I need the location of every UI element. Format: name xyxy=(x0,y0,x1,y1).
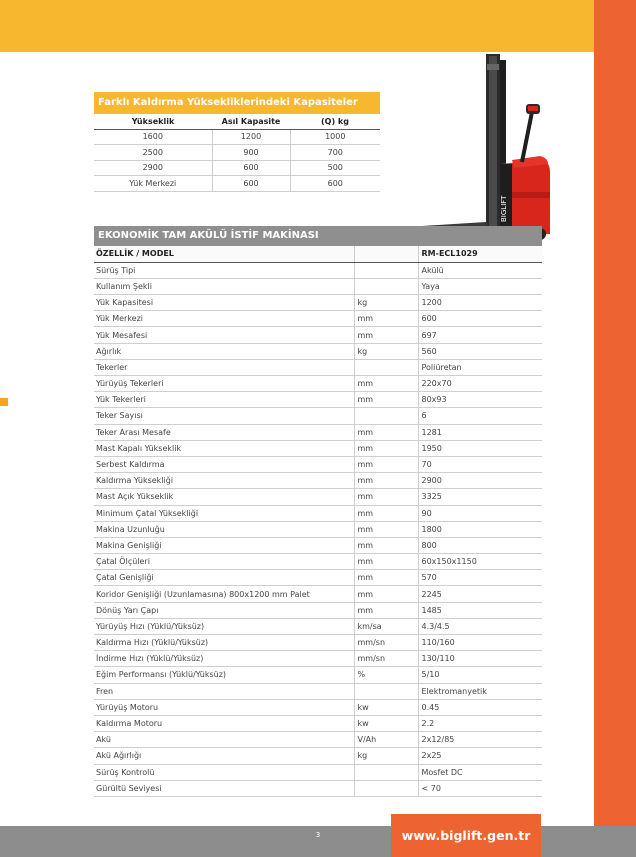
spec-unit-cell: mm xyxy=(354,570,418,586)
capacity-cell: 1600 xyxy=(94,129,212,145)
capacity-cell: 2900 xyxy=(94,160,212,176)
spec-unit-cell: kw xyxy=(354,715,418,731)
capacity-cell: 1200 xyxy=(212,129,290,145)
spec-row xyxy=(94,732,542,748)
spec-row xyxy=(94,262,542,278)
spec-feature-cell: Çatal Genişliği xyxy=(94,570,354,586)
spec-feature-cell: Kaldırma Hızı (Yüklü/Yüksüz) xyxy=(94,635,354,651)
spec-feature-cell: Akü xyxy=(94,732,354,748)
spec-feature-cell: Yük Mesafesi xyxy=(94,327,354,343)
spec-row xyxy=(94,505,542,521)
spec-value-cell: 1800 xyxy=(418,521,542,537)
spec-value-cell: 5/10 xyxy=(418,667,542,683)
spec-value-cell: 130/110 xyxy=(418,651,542,667)
spec-unit-cell: kg xyxy=(354,295,418,311)
spec-row xyxy=(94,602,542,618)
spec-value-cell: 4.3/4.5 xyxy=(418,618,542,634)
spec-unit-cell: mm xyxy=(354,376,418,392)
spec-row xyxy=(94,780,542,796)
spec-row xyxy=(94,586,542,602)
spec-row xyxy=(94,715,542,731)
spec-value-cell: 1485 xyxy=(418,602,542,618)
spec-row xyxy=(94,327,542,343)
spec-feature-cell: Çatal Ölçüleri xyxy=(94,554,354,570)
spec-row xyxy=(94,376,542,392)
spec-feature-cell: Minimum Çatal Yüksekliği xyxy=(94,505,354,521)
machine-logo: BIGLIFT xyxy=(500,195,508,222)
spec-value-cell: < 70 xyxy=(418,780,542,796)
spec-unit-cell xyxy=(354,764,418,780)
spec-unit-cell: mm xyxy=(354,602,418,618)
spec-unit-cell: mm xyxy=(354,473,418,489)
capacity-cell: 2500 xyxy=(94,145,212,161)
capacity-header-row xyxy=(94,114,380,129)
spec-unit-cell xyxy=(354,683,418,699)
spec-row xyxy=(94,424,542,440)
spec-feature-cell: Akü Ağırlığı xyxy=(94,748,354,764)
spec-value-cell: 600 xyxy=(418,311,542,327)
capacity-row xyxy=(94,145,380,161)
spec-feature-cell: Mast Kapalı Yükseklik xyxy=(94,440,354,456)
spec-row xyxy=(94,359,542,375)
spec-value-cell: 697 xyxy=(418,327,542,343)
capacity-section xyxy=(94,92,380,192)
spec-value-cell: 2.2 xyxy=(418,715,542,731)
spec-value-cell: 110/160 xyxy=(418,635,542,651)
spec-value-cell: 3325 xyxy=(418,489,542,505)
spec-value-cell: 90 xyxy=(418,505,542,521)
spec-row xyxy=(94,683,542,699)
spec-value-cell: 2900 xyxy=(418,473,542,489)
spec-feature-cell: Koridor Genişliği (Uzunlamasına) 800x1200 mm Palet xyxy=(94,586,354,602)
spec-unit-cell: mm xyxy=(354,586,418,602)
spec-row xyxy=(94,618,542,634)
capacity-cell: 600 xyxy=(212,160,290,176)
spec-feature-cell: Tekerler xyxy=(94,359,354,375)
spec-value-cell: 80x93 xyxy=(418,392,542,408)
spec-feature-cell: Teker Arası Mesafe xyxy=(94,424,354,440)
spec-feature-cell: Gürültü Seviyesi xyxy=(94,780,354,796)
spec-unit-cell: mm xyxy=(354,505,418,521)
spec-row xyxy=(94,278,542,294)
spec-unit-cell: mm xyxy=(354,537,418,553)
spec-unit-cell: % xyxy=(354,667,418,683)
spec-header-row xyxy=(94,246,542,262)
spec-feature-cell: Makina Uzunluğu xyxy=(94,521,354,537)
spec-row xyxy=(94,651,542,667)
spec-row xyxy=(94,408,542,424)
spec-feature-cell: Dönüş Yarı Çapı xyxy=(94,602,354,618)
capacity-title: Farklı Kaldırma Yüksekliklerindeki Kapasiteler xyxy=(94,92,380,114)
capacity-cell: 600 xyxy=(212,176,290,192)
spec-unit-cell: mm xyxy=(354,311,418,327)
stacker-machine-image xyxy=(382,52,592,242)
spec-row xyxy=(94,521,542,537)
spec-value-cell: 6 xyxy=(418,408,542,424)
spec-table xyxy=(94,246,542,797)
capacity-cell: 500 xyxy=(290,160,380,176)
spec-row xyxy=(94,537,542,553)
spec-unit-cell: mm xyxy=(354,489,418,505)
spec-unit-cell: V/Ah xyxy=(354,732,418,748)
spec-value-cell: 560 xyxy=(418,343,542,359)
spec-value-cell: 800 xyxy=(418,537,542,553)
spec-feature-cell: Yürüyüş Motoru xyxy=(94,699,354,715)
spec-row xyxy=(94,699,542,715)
right-color-band xyxy=(594,0,636,857)
spec-unit-cell xyxy=(354,359,418,375)
page-number: 3 xyxy=(315,831,321,839)
spec-value-cell: 2x25 xyxy=(418,748,542,764)
spec-unit-cell: mm xyxy=(354,554,418,570)
spec-row xyxy=(94,311,542,327)
capacity-cell: 900 xyxy=(212,145,290,161)
spec-row xyxy=(94,473,542,489)
spec-row xyxy=(94,635,542,651)
capacity-cell: 1000 xyxy=(290,129,380,145)
spec-unit-cell: mm xyxy=(354,440,418,456)
spec-value-cell: 2x12/85 xyxy=(418,732,542,748)
spec-feature-cell: Serbest Kaldırma xyxy=(94,456,354,472)
spec-feature-cell: Ağırlık xyxy=(94,343,354,359)
spec-unit-cell xyxy=(354,780,418,796)
spec-value-cell: Yaya xyxy=(418,278,542,294)
spec-value-cell: 70 xyxy=(418,456,542,472)
spec-row xyxy=(94,748,542,764)
spec-feature-cell: Mast Açık Yükseklik xyxy=(94,489,354,505)
top-color-band xyxy=(0,0,594,52)
spec-header-unit xyxy=(354,246,418,262)
spec-unit-cell: mm xyxy=(354,392,418,408)
capacity-row xyxy=(94,129,380,145)
spec-row xyxy=(94,343,542,359)
spec-feature-cell: İndirme Hızı (Yüklü/Yüksüz) xyxy=(94,651,354,667)
spec-unit-cell: mm xyxy=(354,327,418,343)
spec-unit-cell: kw xyxy=(354,699,418,715)
spec-feature-cell: Eğim Performansı (Yüklü/Yüksüz) xyxy=(94,667,354,683)
spec-row xyxy=(94,554,542,570)
spec-feature-cell: Kullanım Şekli xyxy=(94,278,354,294)
spec-value-cell: Akülü xyxy=(418,262,542,278)
spec-row xyxy=(94,440,542,456)
capacity-header-q: (Q) kg xyxy=(290,114,380,129)
spec-section xyxy=(94,226,542,797)
spec-unit-cell: mm xyxy=(354,456,418,472)
capacity-table xyxy=(94,114,380,192)
spec-unit-cell: mm/sn xyxy=(354,635,418,651)
spec-row xyxy=(94,489,542,505)
spec-value-cell: 220x70 xyxy=(418,376,542,392)
spec-feature-cell: Yürüyüş Hızı (Yüklü/Yüksüz) xyxy=(94,618,354,634)
spec-value-cell: Elektromanyetik xyxy=(418,683,542,699)
spec-title: EKONOMİK TAM AKÜLÜ İSTİF MAKİNASI xyxy=(94,226,542,246)
spec-unit-cell: mm xyxy=(354,424,418,440)
spec-value-cell: 1281 xyxy=(418,424,542,440)
spec-feature-cell: Makina Genişliği xyxy=(94,537,354,553)
spec-row xyxy=(94,764,542,780)
spec-feature-cell: Kaldırma Yüksekliği xyxy=(94,473,354,489)
spec-unit-cell xyxy=(354,262,418,278)
spec-row xyxy=(94,456,542,472)
spec-feature-cell: Yürüyüş Tekerleri xyxy=(94,376,354,392)
spec-value-cell: Mosfet DC xyxy=(418,764,542,780)
spec-feature-cell: Yük Tekerleri xyxy=(94,392,354,408)
spec-feature-cell: Yük Merkezi xyxy=(94,311,354,327)
spec-value-cell: 570 xyxy=(418,570,542,586)
spec-unit-cell: kg xyxy=(354,748,418,764)
spec-feature-cell: Yük Kapasitesi xyxy=(94,295,354,311)
spec-unit-cell xyxy=(354,278,418,294)
spec-feature-cell: Kaldırma Motoru xyxy=(94,715,354,731)
spec-row xyxy=(94,392,542,408)
side-marker xyxy=(0,398,8,406)
spec-value-cell: 60x150x1150 xyxy=(418,554,542,570)
capacity-header-height: Yükseklik xyxy=(94,114,212,129)
spec-value-cell: Poliüretan xyxy=(418,359,542,375)
spec-unit-cell: kg xyxy=(354,343,418,359)
spec-unit-cell: km/sa xyxy=(354,618,418,634)
spec-feature-cell: Sürüş Kontrolü xyxy=(94,764,354,780)
spec-unit-cell xyxy=(354,408,418,424)
spec-header-model: RM-ECL1029 xyxy=(418,246,542,262)
spec-feature-cell: Fren xyxy=(94,683,354,699)
capacity-cell: Yük Merkezi xyxy=(94,176,212,192)
spec-feature-cell: Sürüş Tipi xyxy=(94,262,354,278)
spec-header-feature: ÖZELLİK / MODEL xyxy=(94,246,354,262)
spec-unit-cell: mm xyxy=(354,521,418,537)
spec-feature-cell: Teker Sayısı xyxy=(94,408,354,424)
spec-row xyxy=(94,295,542,311)
website-url[interactable]: www.biglift.gen.tr xyxy=(391,814,541,857)
spec-value-cell: 1950 xyxy=(418,440,542,456)
capacity-cell: 600 xyxy=(290,176,380,192)
spec-unit-cell: mm/sn xyxy=(354,651,418,667)
spec-value-cell: 0.45 xyxy=(418,699,542,715)
capacity-header-actual: Asıl Kapasite xyxy=(212,114,290,129)
capacity-cell: 700 xyxy=(290,145,380,161)
spec-row xyxy=(94,667,542,683)
spec-row xyxy=(94,570,542,586)
capacity-row xyxy=(94,160,380,176)
spec-value-cell: 2245 xyxy=(418,586,542,602)
capacity-row xyxy=(94,176,380,192)
spec-value-cell: 1200 xyxy=(418,295,542,311)
